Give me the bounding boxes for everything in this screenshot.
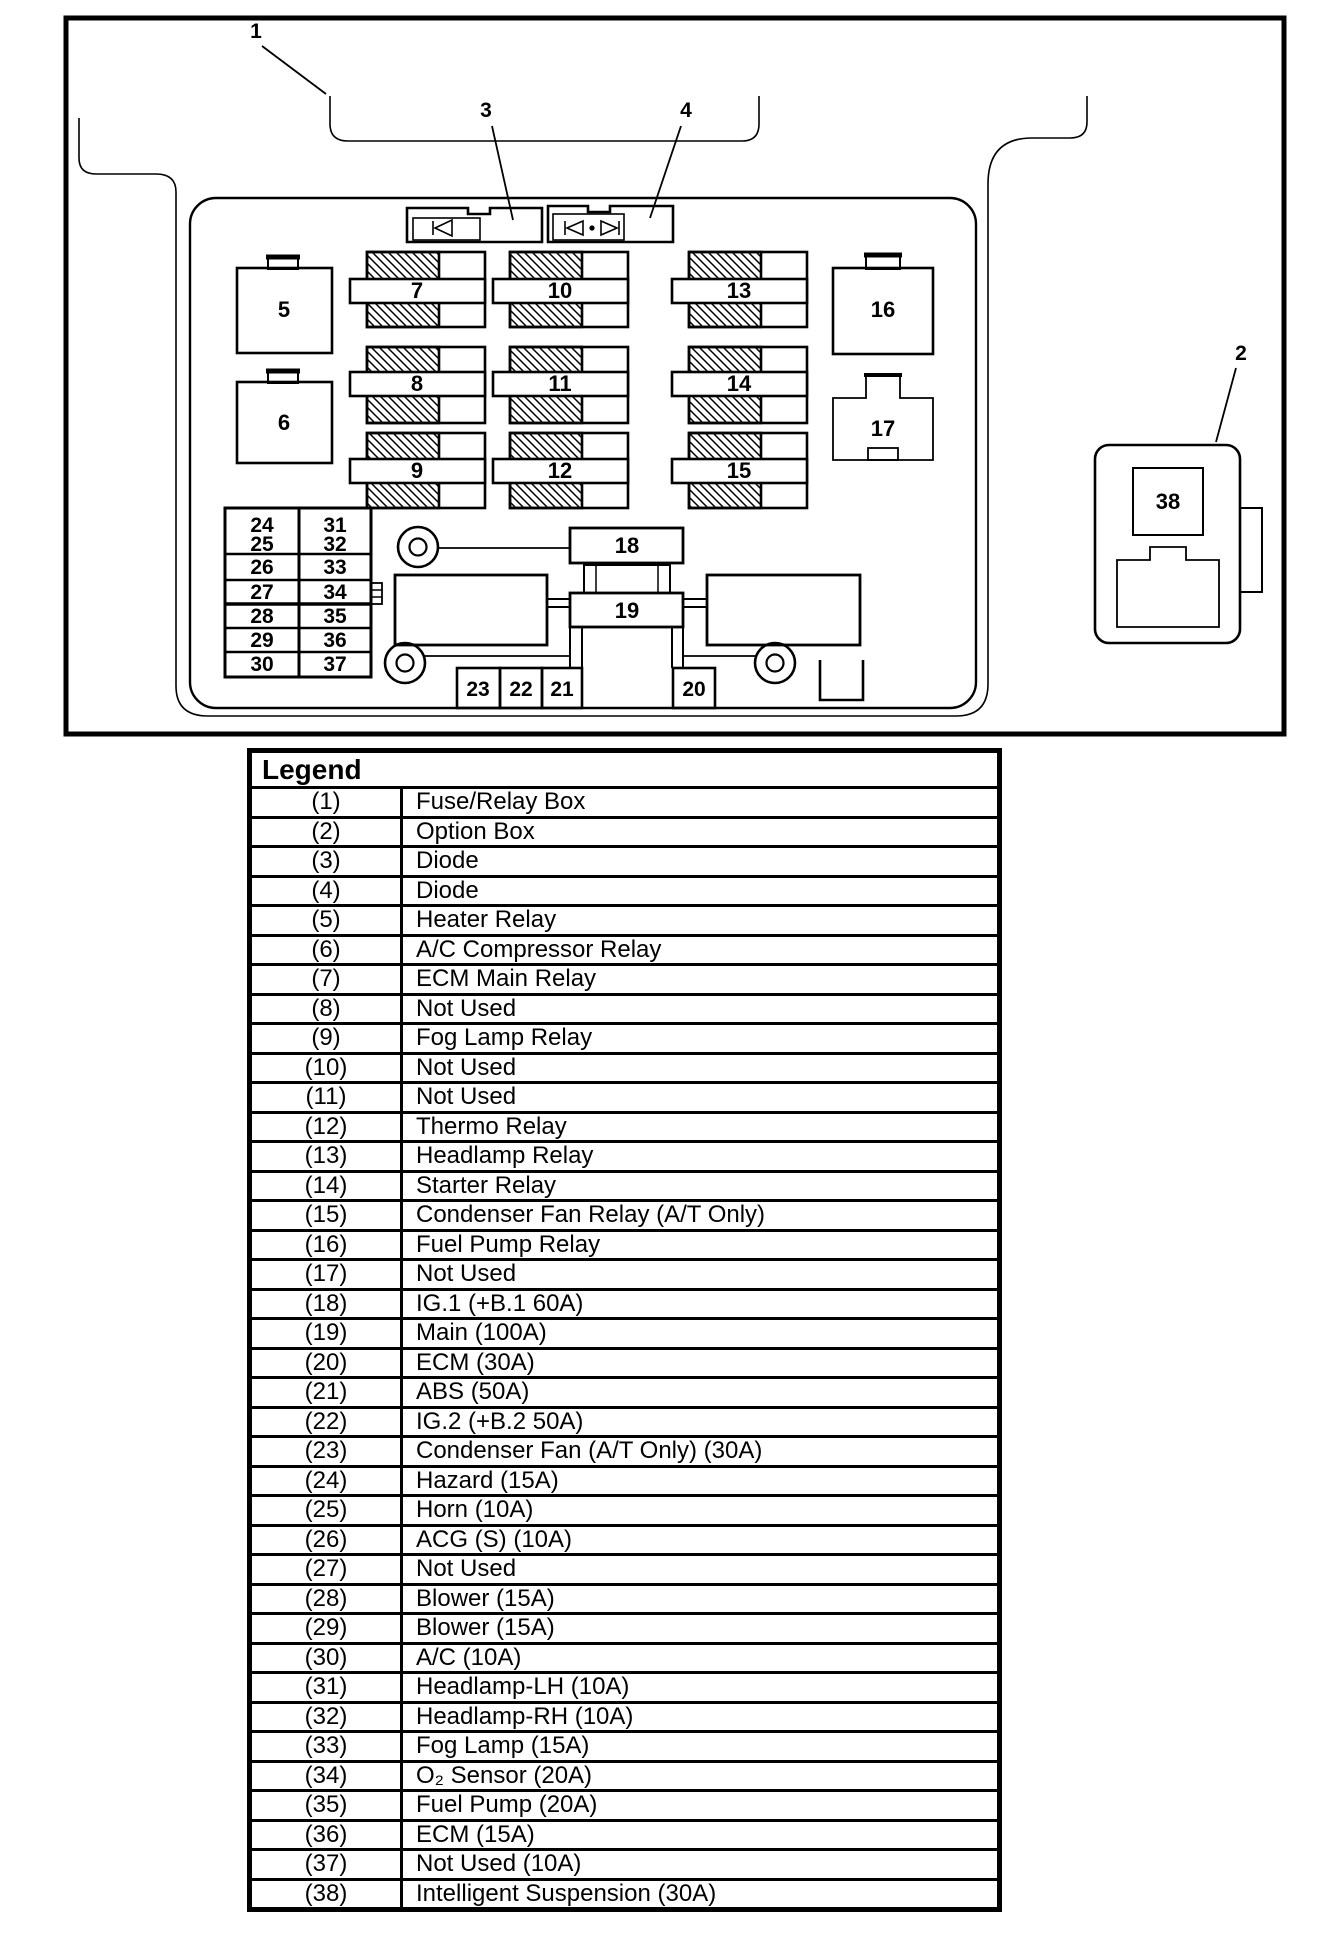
legend-row [252,996,997,1026]
legend-row-number: (15) [252,1202,403,1229]
legend-row-number: (10) [252,1055,403,1082]
legend-row-number: (34) [252,1763,403,1790]
legend-row-number: (18) [252,1291,403,1318]
legend-row [252,1438,997,1468]
diode-symbol [433,220,452,236]
legend-row [252,1379,997,1409]
relay-9-unit [350,433,485,508]
callout-4 [650,99,692,218]
fuse-23-box [457,668,500,708]
legend-row-number: (27) [252,1556,403,1583]
legend-row-description: Condenser Fan Relay (A/T Only) [416,1201,766,1229]
legend-row [252,1881,997,1908]
svg-text:16: 16 [870,297,896,322]
svg-text:24: 24 [250,514,274,537]
relay-12-unit [493,433,628,508]
legend-row [252,1291,997,1321]
option-relay-socket [1117,547,1219,627]
legend-row [252,1025,997,1055]
svg-text:3: 3 [480,99,492,122]
diode-3 [407,208,542,242]
legend-row-description: Condenser Fan (A/T Only) (30A) [416,1437,763,1465]
legend-row [252,966,997,996]
legend-row-number: (26) [252,1527,403,1554]
legend-row-description: Main (100A) [416,1319,547,1347]
legend-row-number: (11) [252,1084,403,1111]
legend-row-description: Hazard (15A) [416,1466,559,1494]
legend-row [252,1763,997,1793]
fuse-link-connector [584,565,670,593]
legend-row-number: (36) [252,1822,403,1849]
svg-text:14: 14 [726,371,752,396]
legend-row [252,907,997,937]
legend-row-description: Horn (10A) [416,1496,534,1524]
legend-row-description: Intelligent Suspension (30A) [416,1879,717,1907]
legend-row [252,1409,997,1439]
legend-table [247,748,1002,1912]
relay-8-unit [350,347,485,423]
svg-text:7: 7 [410,278,424,303]
legend-row [252,937,997,967]
svg-text:36: 36 [323,629,347,652]
mount-bracket [820,660,863,700]
relay-15-unit [672,433,807,508]
legend-row-description: A/C (10A) [416,1643,522,1671]
relay-16 [833,254,933,354]
svg-text:21: 21 [550,678,574,701]
legend-row [252,1792,997,1822]
svg-text:28: 28 [250,605,274,628]
legend-row-description: O₂ Sensor (20A) [416,1761,593,1789]
legend-row [252,878,997,908]
legend-row-number: (12) [252,1114,403,1141]
svg-text:19: 19 [614,598,640,623]
legend-row [252,1468,997,1498]
legend-row [252,1674,997,1704]
legend-row-description: Fog Lamp Relay [416,1024,593,1052]
relay-13-unit [672,252,807,327]
svg-text:11: 11 [548,371,572,396]
stud-bolt-bottom-left [385,643,425,683]
legend-row-description: Fuse/Relay Box [416,788,586,816]
legend-row-description: Fuel Pump (20A) [416,1791,598,1819]
legend-row-number: (1) [252,789,403,816]
legend-rows [252,789,997,1907]
callout-1 [250,20,326,94]
svg-text:6: 6 [277,410,291,435]
fuse-20-box [673,668,715,708]
legend-row-number: (5) [252,907,403,934]
option-box-side-tab [1240,508,1262,592]
legend-row-number: (31) [252,1674,403,1701]
legend-row-number: (2) [252,819,403,846]
legend-row [252,1645,997,1675]
legend-row-number: (32) [252,1704,403,1731]
legend-row-description: Headlamp Relay [416,1142,594,1170]
svg-text:2: 2 [1235,342,1247,365]
legend-row-number: (30) [252,1645,403,1672]
relay-6 [237,370,332,463]
svg-text:18: 18 [614,533,640,558]
relay-5 [237,256,332,353]
legend-row [252,1497,997,1527]
legend-row [252,1556,997,1586]
svg-text:32: 32 [323,533,347,556]
svg-text:34: 34 [323,581,347,604]
terminal-block-left [395,575,547,645]
legend-row-description: Not Used (10A) [416,1850,582,1878]
relay-14-unit [672,347,807,423]
legend-row-description: ECM (30A) [416,1348,535,1376]
legend-row [252,1232,997,1262]
legend-row-description: Blower (15A) [416,1614,555,1642]
legend-row-number: (8) [252,996,403,1023]
svg-text:9: 9 [410,458,424,483]
svg-text:23: 23 [466,678,490,701]
fuse-grid-24-37 [225,508,382,677]
legend-row-description: Diode [416,876,479,904]
legend-row-number: (6) [252,937,403,964]
svg-text:33: 33 [323,556,347,579]
legend-row-description: IG.1 (+B.1 60A) [416,1289,584,1317]
legend-row [252,1202,997,1232]
legend-row-number: (14) [252,1173,403,1200]
svg-text:10: 10 [547,278,573,303]
fuse-relay-box-diagram [0,0,1328,745]
svg-text:30: 30 [250,653,274,676]
svg-text:4: 4 [680,99,692,122]
option-box [1095,445,1262,643]
relay-10-unit [493,252,628,327]
legend-row-number: (25) [252,1497,403,1524]
fuse-18-box [570,528,683,563]
legend-row-description: Not Used [416,994,517,1022]
legend-row-number: (33) [252,1733,403,1760]
svg-text:27: 27 [250,581,274,604]
legend-row-description: Not Used [416,1053,517,1081]
legend-row [252,1615,997,1645]
terminal-block-right [707,575,860,645]
svg-text:5: 5 [277,297,291,322]
svg-text:25: 25 [250,533,274,556]
legend-row-number: (17) [252,1261,403,1288]
svg-text:22: 22 [509,678,533,701]
legend-row-description: Not Used [416,1260,517,1288]
legend-row-description: IG.2 (+B.2 50A) [416,1407,584,1435]
legend-row-number: (23) [252,1438,403,1465]
legend-row [252,1704,997,1734]
legend-row [252,1586,997,1616]
svg-text:1: 1 [250,20,262,43]
legend-row-number: (16) [252,1232,403,1259]
legend-row [252,1851,997,1881]
legend-row [252,848,997,878]
svg-text:12: 12 [547,458,573,483]
svg-text:35: 35 [323,605,347,628]
legend-row-description: ECM (15A) [416,1820,535,1848]
legend-row-number: (19) [252,1320,403,1347]
legend-row [252,1261,997,1291]
legend-row-description: Not Used [416,1555,517,1583]
legend-row-description: Blower (15A) [416,1584,555,1612]
legend-row-description: Fuel Pump Relay [416,1230,601,1258]
svg-text:20: 20 [682,678,706,701]
svg-text:8: 8 [410,371,424,396]
legend-row-description: Headlamp-LH (10A) [416,1673,630,1701]
svg-text:15: 15 [726,458,752,483]
legend-row-description: Diode [416,847,479,875]
fuse-22-box [500,668,542,708]
svg-text:31: 31 [323,514,347,537]
legend-row-number: (4) [252,878,403,905]
svg-text:37: 37 [323,653,347,676]
legend-row-description: Heater Relay [416,906,557,934]
legend-row-number: (35) [252,1792,403,1819]
legend-row [252,1733,997,1763]
fuse-grid-side-tab [371,583,382,604]
legend-row [252,819,997,849]
legend-row-description: Starter Relay [416,1171,557,1199]
legend-row-description: Headlamp-RH (10A) [416,1702,634,1730]
legend-row-number: (3) [252,848,403,875]
svg-text:29: 29 [250,629,274,652]
legend-row [252,1350,997,1380]
svg-text:26: 26 [250,556,274,579]
relay-11-unit [493,347,628,423]
legend-row-number: (37) [252,1851,403,1878]
legend-row-number: (13) [252,1143,403,1170]
legend-row [252,1114,997,1144]
relay-socket-17 [833,374,933,460]
legend-row-description: ABS (50A) [416,1378,530,1406]
callout-2 [1216,342,1247,442]
fuse-19-box [570,593,683,627]
panel-opening-outline [330,96,759,141]
legend-row [252,1527,997,1557]
relay-7-unit [350,252,485,327]
legend-row [252,1173,997,1203]
stud-bolt-bottom-right [755,643,795,683]
svg-text:17: 17 [870,416,896,441]
legend-row-number: (38) [252,1881,403,1908]
callout-3 [480,99,513,220]
legend-title: Legend [252,753,997,789]
dual-diode-symbol [565,221,619,235]
svg-text:13: 13 [726,278,752,303]
legend-row-description: Option Box [416,817,535,845]
legend-row [252,1143,997,1173]
fuse-21-box [542,668,582,708]
legend-row-description: A/C Compressor Relay [416,935,662,963]
legend-row [252,1084,997,1114]
diode-4 [548,206,673,242]
legend-row [252,1320,997,1350]
legend-row-description: Not Used [416,1083,517,1111]
legend-row-number: (9) [252,1025,403,1052]
legend-row [252,789,997,819]
legend-row-number: (28) [252,1586,403,1613]
stud-bolt-top [398,527,438,567]
legend-row [252,1822,997,1852]
legend-row-number: (7) [252,966,403,993]
legend-row-number: (21) [252,1379,403,1406]
legend-row-number: (20) [252,1350,403,1377]
legend-row-description: Fog Lamp (15A) [416,1732,590,1760]
legend-row-number: (22) [252,1409,403,1436]
legend-row-description: ECM Main Relay [416,965,597,993]
legend-row [252,1055,997,1085]
svg-text:38: 38 [1155,489,1181,514]
legend-row-description: Thermo Relay [416,1112,567,1140]
legend-row-number: (24) [252,1468,403,1495]
legend-row-description: ACG (S) (10A) [416,1525,573,1553]
legend-row-number: (29) [252,1615,403,1642]
